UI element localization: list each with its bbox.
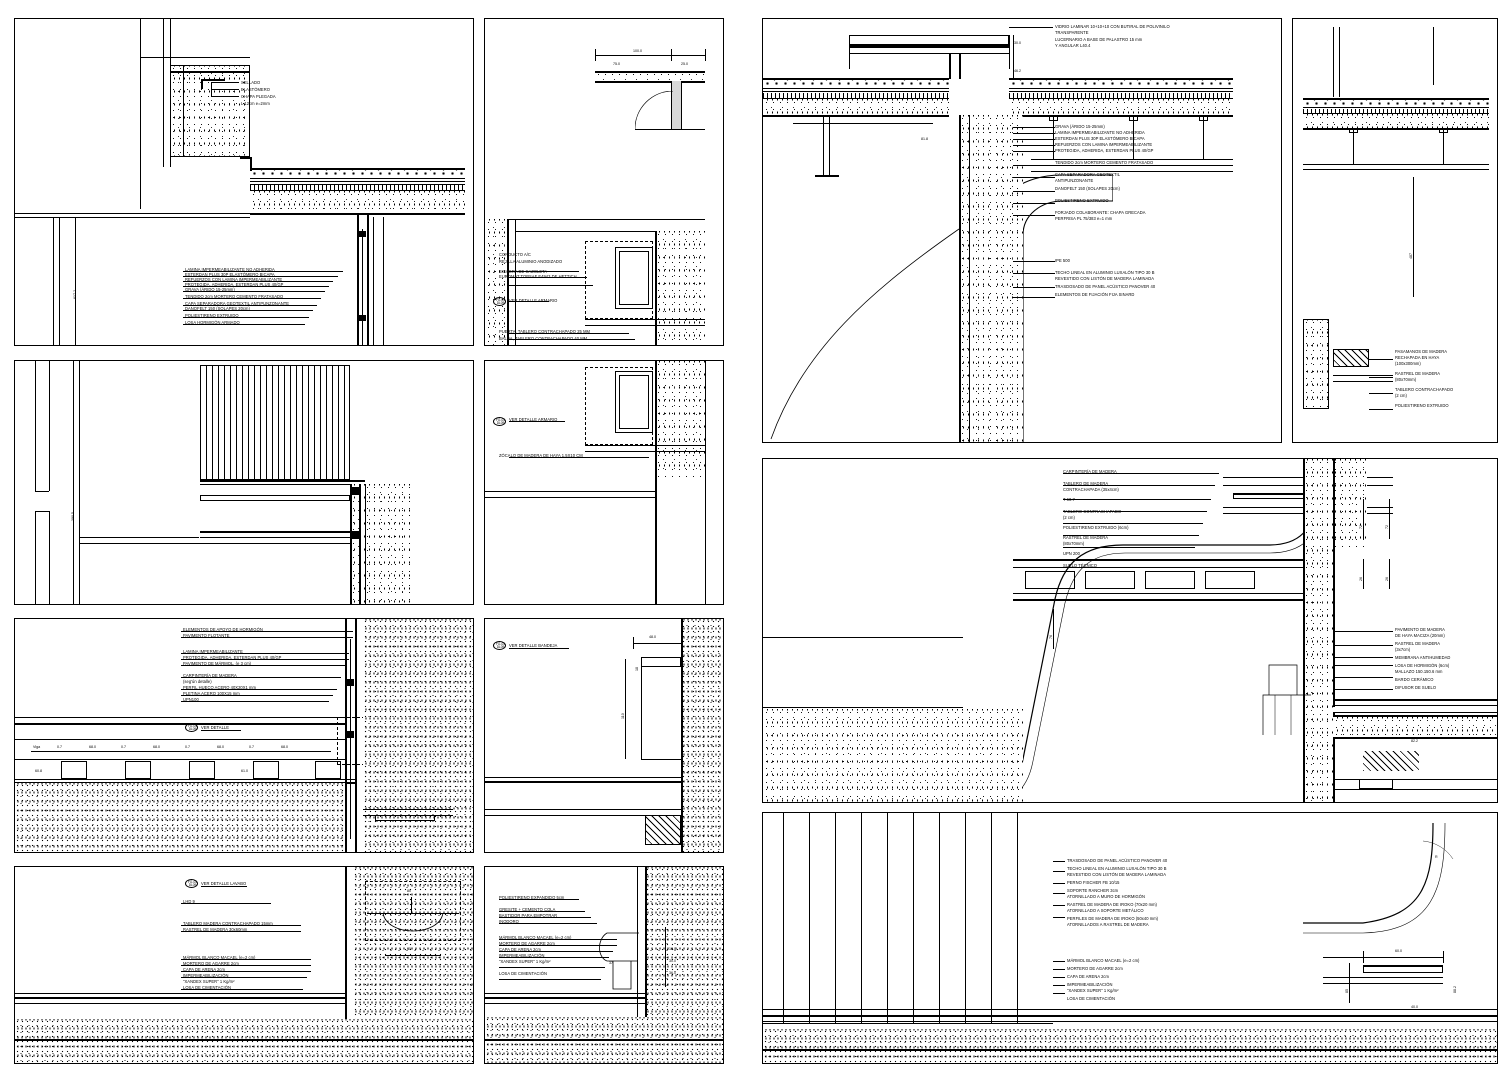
- dim-48: 48.0: [649, 635, 656, 639]
- note-pavimento-marmol: PAVIMENTO DE MÁRMOL, (e 3 cm): [183, 661, 252, 666]
- note-atornillado-muro: ATORNILLADO A MURO DE HORMIGÓN: [1067, 894, 1146, 899]
- dim-822: 82.2: [1411, 739, 1418, 743]
- note-revestido: REVESTIDO CON LISTÓN DE MADERA LAMINADA: [1055, 276, 1155, 281]
- dim-45: 45: [407, 947, 411, 951]
- note-rastrel-3: RASTREL DE MADERA: [1395, 641, 1441, 646]
- note-haya-dim: DE HAYA MACIZA (20mm): [1395, 633, 1445, 638]
- note-ver-detalle: VER DETALLE: [201, 725, 230, 730]
- dim-85: 85: [1345, 989, 1349, 993]
- note-ver-detalle-bandeja: VER DETALLE BANDEJA: [509, 643, 558, 648]
- dim-300: 30.0: [669, 959, 676, 963]
- panel-detail-acoustic-ceiling-floor: [762, 812, 1498, 1064]
- dim-818: 81.8: [921, 137, 928, 141]
- note-rechapada: RECHAPADA EN HAYA: [1395, 355, 1440, 360]
- note-rastrel-2: RASTREL DE MADERA: [1063, 535, 1109, 540]
- note-losa-horm: LOSA DE HORMIGÓN (6cm): [1395, 663, 1450, 668]
- note-lhd9: LHD 9: [183, 899, 195, 904]
- note-bastidor: BASTIDOR PARA EMPOTRAR: [499, 913, 558, 918]
- note-refuerzos-2: REFUERZOS CON LAMINA IMPERMEABILIZANTE: [1055, 142, 1153, 147]
- panel-detail-wall-cladding-section: [14, 360, 474, 605]
- note-forjado: FORJADO COLABORANTE: CHAPA GRECADA: [1055, 210, 1146, 215]
- detail-tag-lavabo: FG-04 DL09: [185, 879, 198, 888]
- note-upn100: UPN100: [183, 697, 199, 702]
- note-inodoro: INODORO: [499, 919, 519, 924]
- panel-detail-ac-duct-door: [484, 18, 724, 346]
- note-perfrisa: PERFRISA PL 75/383 e=1 mm: [1055, 216, 1113, 221]
- note-danofelt-2: DANOFELT 150 (SOLAPES 20cm): [1055, 186, 1120, 191]
- note-perfil-hueco: PERFIL HUECO ACERO 40X20X1 mm: [183, 685, 256, 690]
- note-carpinteria: CARPINTERÍA DE MADERA: [183, 673, 237, 678]
- note-poliestireno-6cm: POLIESTIRENO EXTRUIDO (6cm): [1063, 525, 1129, 530]
- note-rastrel-iroko: RASTREL DE MADERA DE IROKO (70x20 mm): [1067, 902, 1157, 907]
- detail-tag-bandeja: FG-04 DL09: [493, 641, 506, 650]
- note-bisagra: BISAGRA DE CAZOLETA: [499, 269, 548, 274]
- note-tablero-dim: (2 cm): [1395, 393, 1407, 398]
- note-tendido-2: TENDIDO 2cm MORTERO CEMENTO FRATASADO: [1055, 160, 1154, 165]
- detail-tag-armario: [493, 297, 506, 306]
- note-t607: T 60.7: [1063, 497, 1075, 502]
- note-losa-cim-2: LOSA DE CIMENTACIÓN: [499, 971, 547, 976]
- note-elementos-fijacion: ELEMENTOS DE FIJACIÓN FIJA SINARD: [1055, 292, 1135, 297]
- note-imper-2: IMPERMEABILIZACIÓN: [499, 953, 545, 958]
- dim-26b: 26: [1385, 577, 1389, 581]
- note-pasamanos-dim: (100x300mm): [1395, 361, 1421, 366]
- dim-75: 75.0: [613, 62, 620, 66]
- note-euromat: EUROMAT TOPSAF E4943 DE HETTICH: [499, 274, 577, 279]
- note-esterdan-bicapa: ESTERDAN PLUS 30P ELASTÓMERO BICAPA: [1055, 136, 1145, 141]
- dim-68c: 68.0: [217, 745, 224, 749]
- note-puerta: PUERTA, TABLERO CONTRACHAPADO 25 MM: [499, 329, 590, 334]
- note-techo-lineal-2: TECHO LINEAL EN ALUMINIO LUXALÓN TIPO 30 B: [1067, 866, 1167, 871]
- note-soporte: SOPORTE RANCHER 3cm: [1067, 888, 1119, 893]
- note-conducto-ac: CONDUCTO A/C: [499, 252, 531, 257]
- note-tablero-contra: TABLERO CONTRACHAPADO: [1395, 387, 1454, 392]
- note-tendido: TENDIDO 2cm MORTERO CEMENTO FRATASADO: [185, 294, 284, 299]
- note-carpinteria-2: CARPINTERÍA DE MADERA: [1063, 469, 1117, 474]
- label-sellado: SELLADO: [241, 80, 261, 85]
- note-poliestireno: POLIESTIRENO EXTRUIDO: [185, 313, 239, 318]
- note-ipe500: IPE 500: [1055, 258, 1070, 263]
- note-grava-2: GRAVA (ÁRIDO 15-25mm): [1055, 124, 1105, 129]
- note-poliestireno-2: POLIESTIRENO EXTRUIDO: [1055, 198, 1109, 203]
- note-xandex-3: "XANDEX SUPER" 1 Kg/m²: [1067, 988, 1119, 993]
- note-rastrel-dim-2: (80x70mm): [1063, 541, 1085, 546]
- dim-viga: Viga: [33, 745, 41, 749]
- note-balda: BALDA, TABLERO CONTRACHAPADO 40 MM: [499, 336, 588, 341]
- note-zocalo: ZÓCALO DE MADERA DE HAYA 1.5X10 CM: [499, 453, 583, 458]
- note-xandex-2: "XANDEX SUPER" 1 Kg/m²: [499, 959, 551, 964]
- note-marmol-3: MÁRMOL BLANCO MACAEL (e=2 cm): [1067, 958, 1140, 963]
- dim-617: 617.2: [73, 290, 77, 299]
- dim-882: 88.2: [1453, 986, 1457, 993]
- note-perfiles-iroko: PERFILES DE MADERA DE IROKO (50x40 mm): [1067, 916, 1159, 921]
- note-geotextil: CAPA SEPARADORA GEOTEXTIL ANTIPUNZONANTE: [185, 301, 290, 306]
- note-rastrel-dim: (80x70mm): [1395, 377, 1417, 382]
- note-elementos-apoyo: ELEMENTOS DE APOYO DE HORMIGÓN: [183, 627, 263, 632]
- dim-68d: 68.0: [281, 745, 288, 749]
- note-pletina: PLETINA ACERO 100X15 mm: [183, 691, 240, 696]
- note-imper-3: IMPERMEABILIZACIÓN: [1067, 982, 1113, 987]
- dim-68a: 68.0: [89, 745, 96, 749]
- note-esterdan30p: ESTERDAN PLUS 30P ELASTÓMERO BICAPA: [185, 272, 275, 277]
- note-transparente: TRANSPARENTE: [1055, 30, 1089, 35]
- note-poliestireno-exp: POLIESTIRENO EXPANDIDO 5cm: [499, 895, 565, 900]
- note-danofelt: DANOFELT 150 (SOLAPES 20cm): [185, 306, 250, 311]
- note-losa-cim-3: LOSA DE CIMENTACIÓN: [1067, 996, 1115, 1001]
- panel-detail-handrail: [1292, 18, 1498, 443]
- label-chapa-plegada: CHAPA PLEGADA: [241, 94, 276, 99]
- note-2cm: (2 cm): [1063, 515, 1075, 520]
- note-mortero: MORTERO DE AGARRE 2cm: [183, 961, 239, 966]
- note-losa: LOSA HORMIGÓN ARMADO: [185, 320, 240, 325]
- note-grava: GRAVA (ÁRIDO 15-25mm): [185, 287, 235, 292]
- dim-600: 60.0: [1395, 949, 1402, 953]
- note-mortero-3: MORTERO DE AGARRE 2cm: [1067, 966, 1123, 971]
- dim-68b: 68.0: [153, 745, 160, 749]
- note-pasamanos: PASAMANOS DE MADERA: [1395, 349, 1448, 354]
- note-imper: IMPERMEABILIZACIÓN: [183, 973, 229, 978]
- note-tablero-contra-2: TABLERO CONTRACHAPADO: [1063, 509, 1122, 514]
- dim-360: 36.0: [669, 971, 676, 975]
- note-pavimento-flotante: PAVIMENTO FLOTANTE: [183, 633, 230, 638]
- note-marmol: MÁRMOL BLANCO MACAEL (e=2 cm): [183, 955, 256, 960]
- note-suelo-tecnico: SUELO TÉCNICO: [1063, 563, 1098, 568]
- note-ver-detalle-armario-2: VER DETALLE ARMARIO: [509, 417, 558, 422]
- note-arena-2: CAPA DE ARENA 2cm: [499, 947, 541, 952]
- note-mortero-2: MORTERO DE AGARRE 2cm: [499, 941, 555, 946]
- note-atornillado-soporte: ATORNILLADO A SOPORTE METÁLICO: [1067, 908, 1144, 913]
- dim-R: R: [1435, 855, 1438, 859]
- note-tablero-madera: TABLERO MADERA CONTRACHAPADO 15mm: [183, 921, 273, 926]
- dim-26a: 26: [1359, 577, 1363, 581]
- note-arena-3: CAPA DE ARENA 2cm: [1067, 974, 1109, 979]
- note-gresite: GRESITE + CEMENTO COLA: [499, 907, 556, 912]
- detail-tag-armario-2: FG-04 DL09: [493, 417, 506, 426]
- dim-25: 25.0: [681, 62, 688, 66]
- note-rastrel-dim-3: (3x7cm): [1395, 647, 1411, 652]
- panel-detail-floating-pavement: [14, 618, 474, 853]
- note-tablero-madera-2: TABLERO DE MADERA: [1063, 481, 1109, 486]
- dim-18: 18: [635, 667, 639, 671]
- dim-400: 40.0: [1411, 1005, 1418, 1009]
- note-segun-detalle: (seg'ún detalle): [183, 679, 212, 684]
- dim-72b: 72: [1385, 525, 1389, 529]
- note-losa-cim: LOSA DE CIMENTACIÓN: [183, 985, 231, 990]
- dim-100: 100.0: [633, 49, 642, 53]
- note-techo-lineal: TECHO LINEAL EN ALUMINIO LUXALÓN TIPO 30 B: [1055, 270, 1155, 275]
- dim-462: 46.2: [1014, 69, 1021, 73]
- note-lamina-imper: LAMINA IMPERMEABILIZANTE: [183, 649, 243, 654]
- panel-detail-lavabo: [14, 866, 474, 1064]
- note-rastrel: RASTREL DE MADERA 30x60mm: [183, 927, 248, 932]
- panel-detail-bandeja: [484, 618, 724, 853]
- dim-100b: 10.0: [669, 947, 676, 951]
- label-elastomero: ELASTÓMERO: [241, 87, 270, 92]
- note-upn200: UPN 200: [1063, 551, 1080, 556]
- note-capa-separadora: CAPA SEPARADORA GEOTEXTIL: [1055, 172, 1121, 177]
- dim-610: 61.0: [241, 769, 248, 773]
- detail-tag-ver-detalle: FG-04 DL09: [185, 723, 198, 732]
- note-ver-detalle-lavabo: VER DETALLE LAVABO: [201, 881, 247, 886]
- note-trasdosado: TRASDOSADO DE PANEL ACÚSTICO PANOVER 40: [1055, 284, 1156, 289]
- note-protegida-2: PROTEGIDA, ADHERIDA, ESTERDAN PLUS 40/GP: [183, 655, 282, 660]
- panel-detail-inodoro: [484, 866, 724, 1064]
- dim-37: 37: [609, 961, 613, 965]
- note-pavimento-haya: PAVIMENTO DE MADERA: [1395, 627, 1445, 632]
- note-bardo: BARDO CERÁMICO: [1395, 677, 1434, 682]
- note-atornillados-rastrel: ATORNILLADOS A RASTREL DE MADERA: [1067, 922, 1149, 927]
- note-perno: PERNO FISCHER FB 10/15: [1067, 880, 1120, 885]
- note-mallazo: MALLAZO 150.150.6 mm: [1395, 669, 1443, 674]
- note-marmol-2: MÁRMOL BLANCO MACAEL (e=2 cm): [499, 935, 572, 940]
- label-chapa-dim: L 12cm e=2mm: [241, 101, 270, 106]
- note-rastrel-madera: RASTREL DE MADERA: [1395, 371, 1441, 376]
- dim-3905: 390.5: [71, 512, 75, 521]
- dim-72a: 72: [1359, 525, 1363, 529]
- tag-line1: FG-04: [495, 298, 506, 302]
- note-vidrio-laminar: VIDRIO LAMINAR 10+10+10 CON BUTIRAL DE POLIVINILO: [1055, 24, 1170, 29]
- note-difusor: DIFUSOR DE SUELO: [1395, 685, 1437, 690]
- dim-608: 60.8: [35, 769, 42, 773]
- dim-110: 110: [621, 713, 625, 719]
- dim-300b: 30.0: [1014, 41, 1021, 45]
- note-poliestireno-3: POLIESTIRENO EXTRUIDO: [1395, 403, 1449, 408]
- note-lamina-noadherida: LAMINA IMPERMEABILIZANTE NO ADHERIDA: [1055, 130, 1145, 135]
- dim-07a: 0.7: [57, 745, 62, 749]
- panel-detail-carpentry-technical-floor: [762, 458, 1498, 803]
- note-protegida-3: PROTEGIDA, ADHERIDA, ESTERDAN PLUS 40/GP: [1055, 148, 1154, 153]
- dim-487: 487: [1409, 253, 1413, 259]
- note-revestido-2: REVESTIDO CON LISTÓN DE MADERA LAMINADA: [1067, 872, 1167, 877]
- dim-07d: 0.7: [249, 745, 254, 749]
- dim-07c: 0.7: [185, 745, 190, 749]
- note-rejilla: REJILLA ALUMINIO ANODIZADO: [499, 259, 563, 264]
- note-trasdosado-2: TRASDOSADO DE PANEL ACÚSTICO PANOVER 40: [1067, 858, 1168, 863]
- note-arena: CAPA DE ARENA 2cm: [183, 967, 225, 972]
- dim-76: 76: [1049, 635, 1053, 639]
- note-membrana: MEMBRANA ANTIHUMEDAD: [1395, 655, 1451, 660]
- tag-line2: DL09: [496, 301, 505, 306]
- note-contrachapada: CONTRACHAPADA (35x4cm): [1063, 487, 1119, 492]
- note-lamina: LAMINA IMPERMEABILIZANTE NO ADHERIDA: [185, 267, 275, 272]
- note-lucernario: LUCERNARIO A BASE DE PALASTRO 15 mm: [1055, 37, 1143, 42]
- note-protegida: PROTEGIDA, ADHERIDA, ESTERDAN PLUS 40/GP: [185, 282, 284, 287]
- panel-detail-lucernario-roof: [762, 18, 1282, 443]
- panel-detail-parapet-sealing: [14, 18, 474, 346]
- note-antipunzonante: ANTIPUNZONANTE: [1055, 178, 1094, 183]
- note-xandex: "XANDEX SUPER" 1 Kg/m²: [183, 979, 235, 984]
- dim-80: 80: [407, 889, 411, 893]
- dim-07b: 0.7: [121, 745, 126, 749]
- note-ver-detalle-armario: VER DETALLE ARMARIO: [509, 298, 558, 303]
- note-refuerzos: REFUERZOS CON LAMINA IMPERMEABILIZANTE: [185, 277, 283, 282]
- note-angular: Y ANGULAR L40.4: [1055, 43, 1091, 48]
- panel-detail-skirting: [484, 360, 724, 605]
